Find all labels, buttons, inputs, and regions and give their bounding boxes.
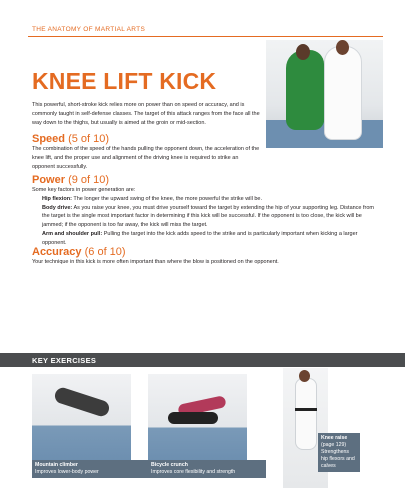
exercise-desc: (page 129) Strengthens hip flexors and calves bbox=[321, 442, 355, 469]
exerciser-legs bbox=[168, 412, 218, 424]
accuracy-heading bbox=[32, 246, 126, 258]
accuracy-label: Accuracy bbox=[32, 246, 82, 258]
speed-text: The combination of the speed of the hands pulling the opponent down, the acceleration of the knee lift, and the proper use and alignment of the driving knee is required to strike an opponent successfully. bbox=[32, 146, 260, 170]
power-lead: Some key factors in power generation are: bbox=[32, 187, 136, 193]
mountain-climber-photo bbox=[32, 374, 131, 460]
exercise-caption bbox=[32, 460, 148, 478]
speed-score: (5 of 10) bbox=[68, 133, 110, 145]
exercise-name: Bicycle crunch bbox=[151, 462, 188, 468]
factor-text: As you raise your knee, you must drive yourself toward the target by extending the hip of your supporting leg. Distance from the target is the single most important factor in determining if this kick will be successful. If the opponent is too close, the kick will be jammed; if the opponent is too far away, the kick will miss the target. bbox=[42, 204, 375, 229]
header-rule bbox=[28, 36, 383, 37]
black-belt bbox=[295, 408, 317, 411]
accuracy-text: Your technique in this kick is more often important than where the blow is positioned on the opponent. bbox=[32, 259, 279, 265]
accuracy-score: (6 of 10) bbox=[84, 246, 126, 258]
key-exercises-label: KEY EXERCISES bbox=[32, 356, 97, 365]
factor-text: Pulling the target into the kick adds speed to the strike and is particularly important when kicking a larger opponent. bbox=[42, 230, 358, 246]
exerciser-body bbox=[53, 386, 111, 419]
power-factor bbox=[32, 195, 382, 204]
exerciser-gi bbox=[295, 378, 317, 450]
power-factor bbox=[32, 230, 382, 248]
running-header: THE ANATOMY OF MARTIAL ARTS bbox=[32, 26, 146, 33]
factor-term: Arm and shoulder pull: bbox=[42, 230, 103, 237]
speed-label: Speed bbox=[32, 133, 66, 145]
power-heading bbox=[32, 174, 109, 186]
fighter-white-gi bbox=[324, 46, 362, 140]
power-score: (9 of 10) bbox=[68, 174, 110, 186]
exercise-caption bbox=[318, 433, 360, 472]
factor-term: Body drive: bbox=[42, 204, 73, 211]
bicycle-crunch-photo bbox=[148, 374, 247, 460]
exercise-desc: Improves core flexibility and strength bbox=[151, 469, 236, 475]
factor-term: Hip flexion: bbox=[42, 195, 72, 202]
exercise-caption bbox=[148, 460, 266, 478]
power-factor bbox=[32, 204, 382, 230]
intro-paragraph: This powerful, short-stroke kick relies more on power than on speed or accuracy, and is commonly taught in self-defense classes. The target of this attack ranges from the face all the way down to the thighs, but usually is aimed at the groin or mid-section. bbox=[32, 102, 260, 126]
exercise-name: Knee raise bbox=[321, 435, 348, 441]
fighter-head bbox=[336, 40, 349, 55]
power-label: Power bbox=[32, 174, 66, 186]
judo-photo bbox=[266, 40, 383, 148]
power-text bbox=[32, 186, 382, 248]
exercise-name: Mountain climber bbox=[35, 462, 78, 468]
exerciser-head bbox=[299, 370, 310, 382]
exercise-desc: Improves lower-body power bbox=[35, 469, 99, 475]
page-title: KNEE LIFT KICK bbox=[32, 68, 217, 94]
factor-text: The longer the upward swing of the knee, the more powerful the strike will be. bbox=[73, 195, 263, 202]
fighter-head bbox=[296, 44, 310, 60]
speed-heading bbox=[32, 133, 109, 145]
